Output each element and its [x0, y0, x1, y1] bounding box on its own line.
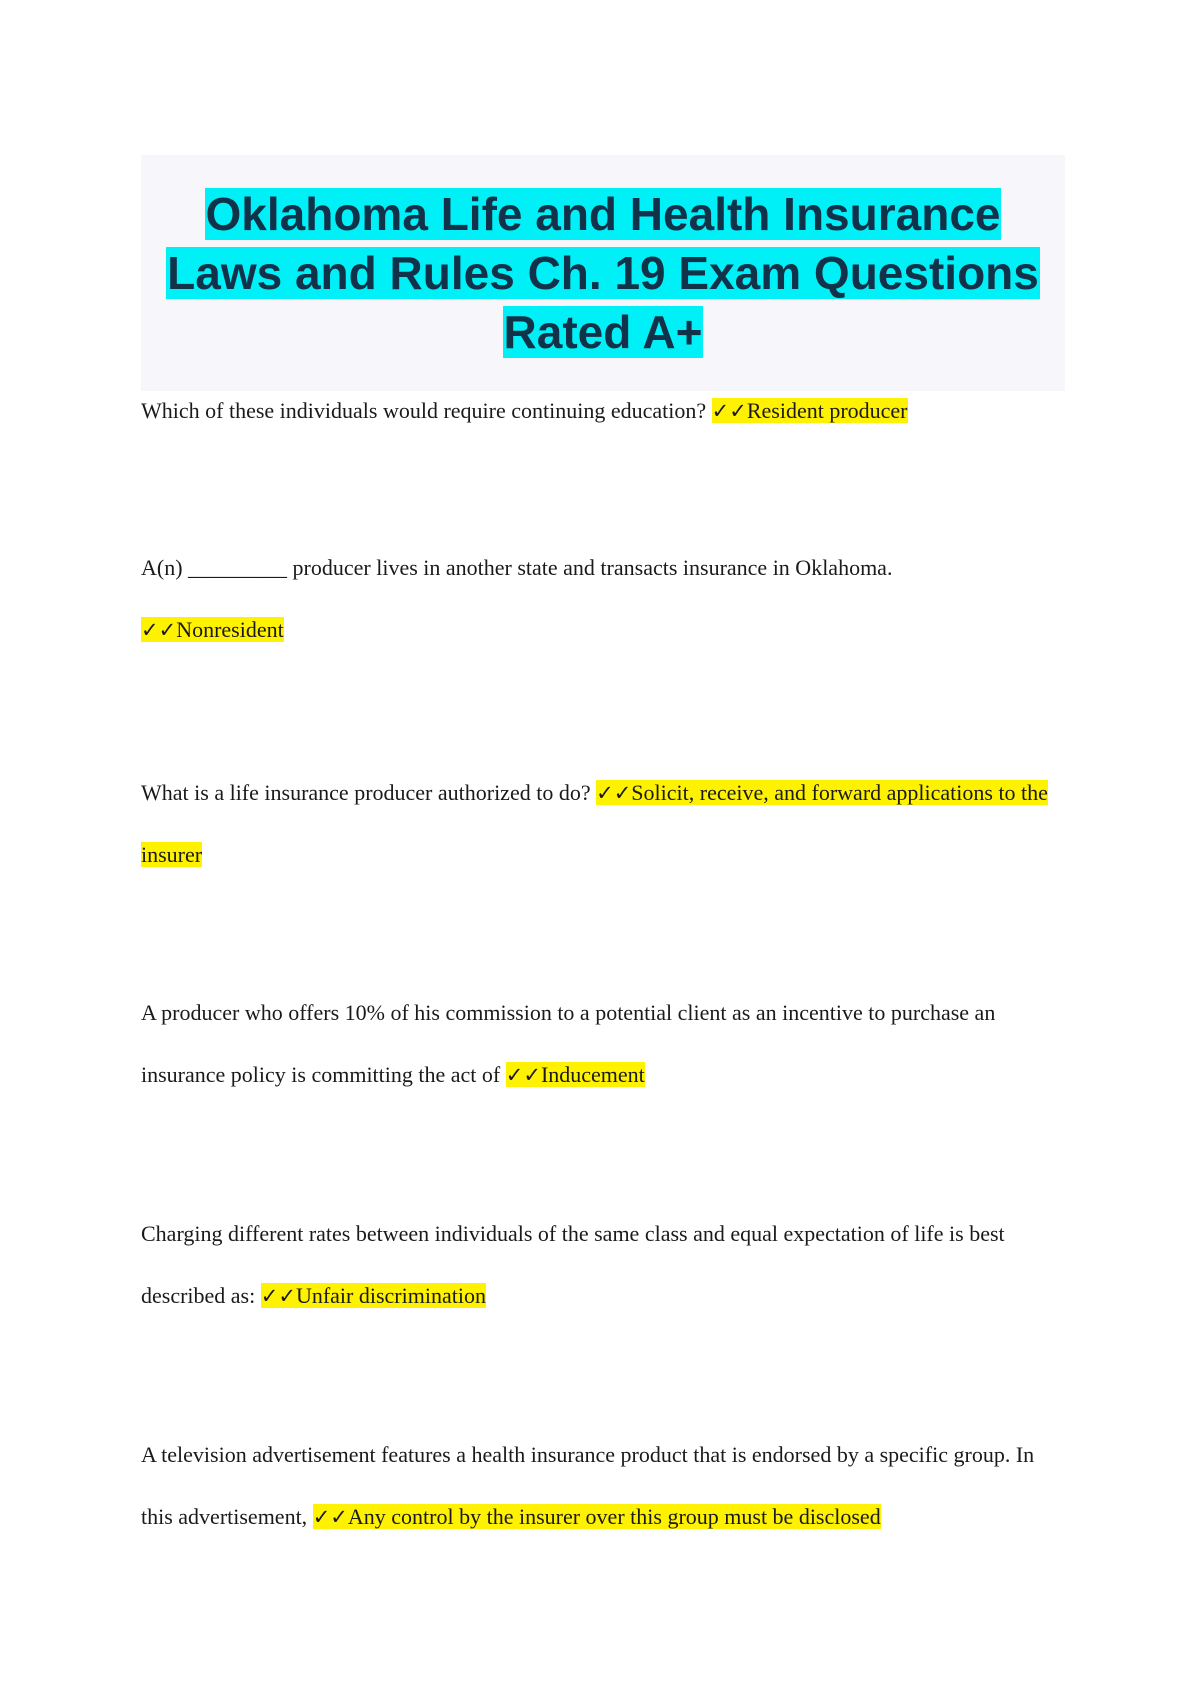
check-mark-icon: ✓✓ — [312, 1505, 348, 1529]
question-4-text: A producer who offers 10% of his commission to a potential client as an incentive to purchase an insurance policy is committing the act of — [141, 1000, 996, 1087]
answer-2-text: Nonresident — [176, 617, 284, 642]
question-6 — [141, 1424, 1071, 1548]
question-3-text: What is a life insurance producer authorized to do? — [141, 780, 591, 805]
answer-3-text: Solicit, receive, and forward applications to the insurer — [141, 780, 1048, 867]
check-mark-icon: ✓✓ — [141, 618, 177, 642]
question-1-text: Which of these individuals would require continuing education? — [141, 398, 707, 423]
answer-4-text: Inducement — [540, 1062, 645, 1087]
answer-2 — [141, 617, 284, 642]
check-mark-icon: ✓✓ — [505, 1063, 541, 1087]
question-6-text: A television advertisement features a health insurance product that is endorsed by a specific group. In this advertisement, — [141, 1442, 1035, 1529]
check-mark-icon: ✓✓ — [260, 1284, 296, 1308]
question-5 — [141, 1203, 1071, 1327]
document-title — [153, 185, 1053, 362]
question-1 — [141, 380, 1071, 442]
answer-4 — [506, 1062, 645, 1087]
question-5-text: Charging different rates between individuals of the same class and equal expectation of life is best described as: — [141, 1221, 1005, 1308]
check-mark-icon: ✓✓ — [596, 781, 632, 805]
answer-1-text: Resident producer — [746, 398, 908, 423]
title-block — [141, 155, 1065, 391]
question-4 — [141, 982, 1071, 1106]
question-2-text: A(n) _________ producer lives in another state and transacts insurance in Oklahoma. — [141, 555, 893, 580]
check-mark-icon: ✓✓ — [711, 399, 747, 423]
answer-1 — [712, 398, 908, 423]
question-3 — [141, 762, 1071, 886]
question-2 — [141, 537, 1071, 661]
document-title-text: Oklahoma Life and Health Insurance Laws and Rules Ch. 19 Exam Questions Rated A+ — [167, 187, 1039, 358]
answer-6-text: Any control by the insurer over this group must be disclosed — [347, 1504, 881, 1529]
answer-5 — [261, 1283, 486, 1308]
answer-6 — [313, 1504, 881, 1529]
answer-5-text: Unfair discrimination — [295, 1283, 486, 1308]
